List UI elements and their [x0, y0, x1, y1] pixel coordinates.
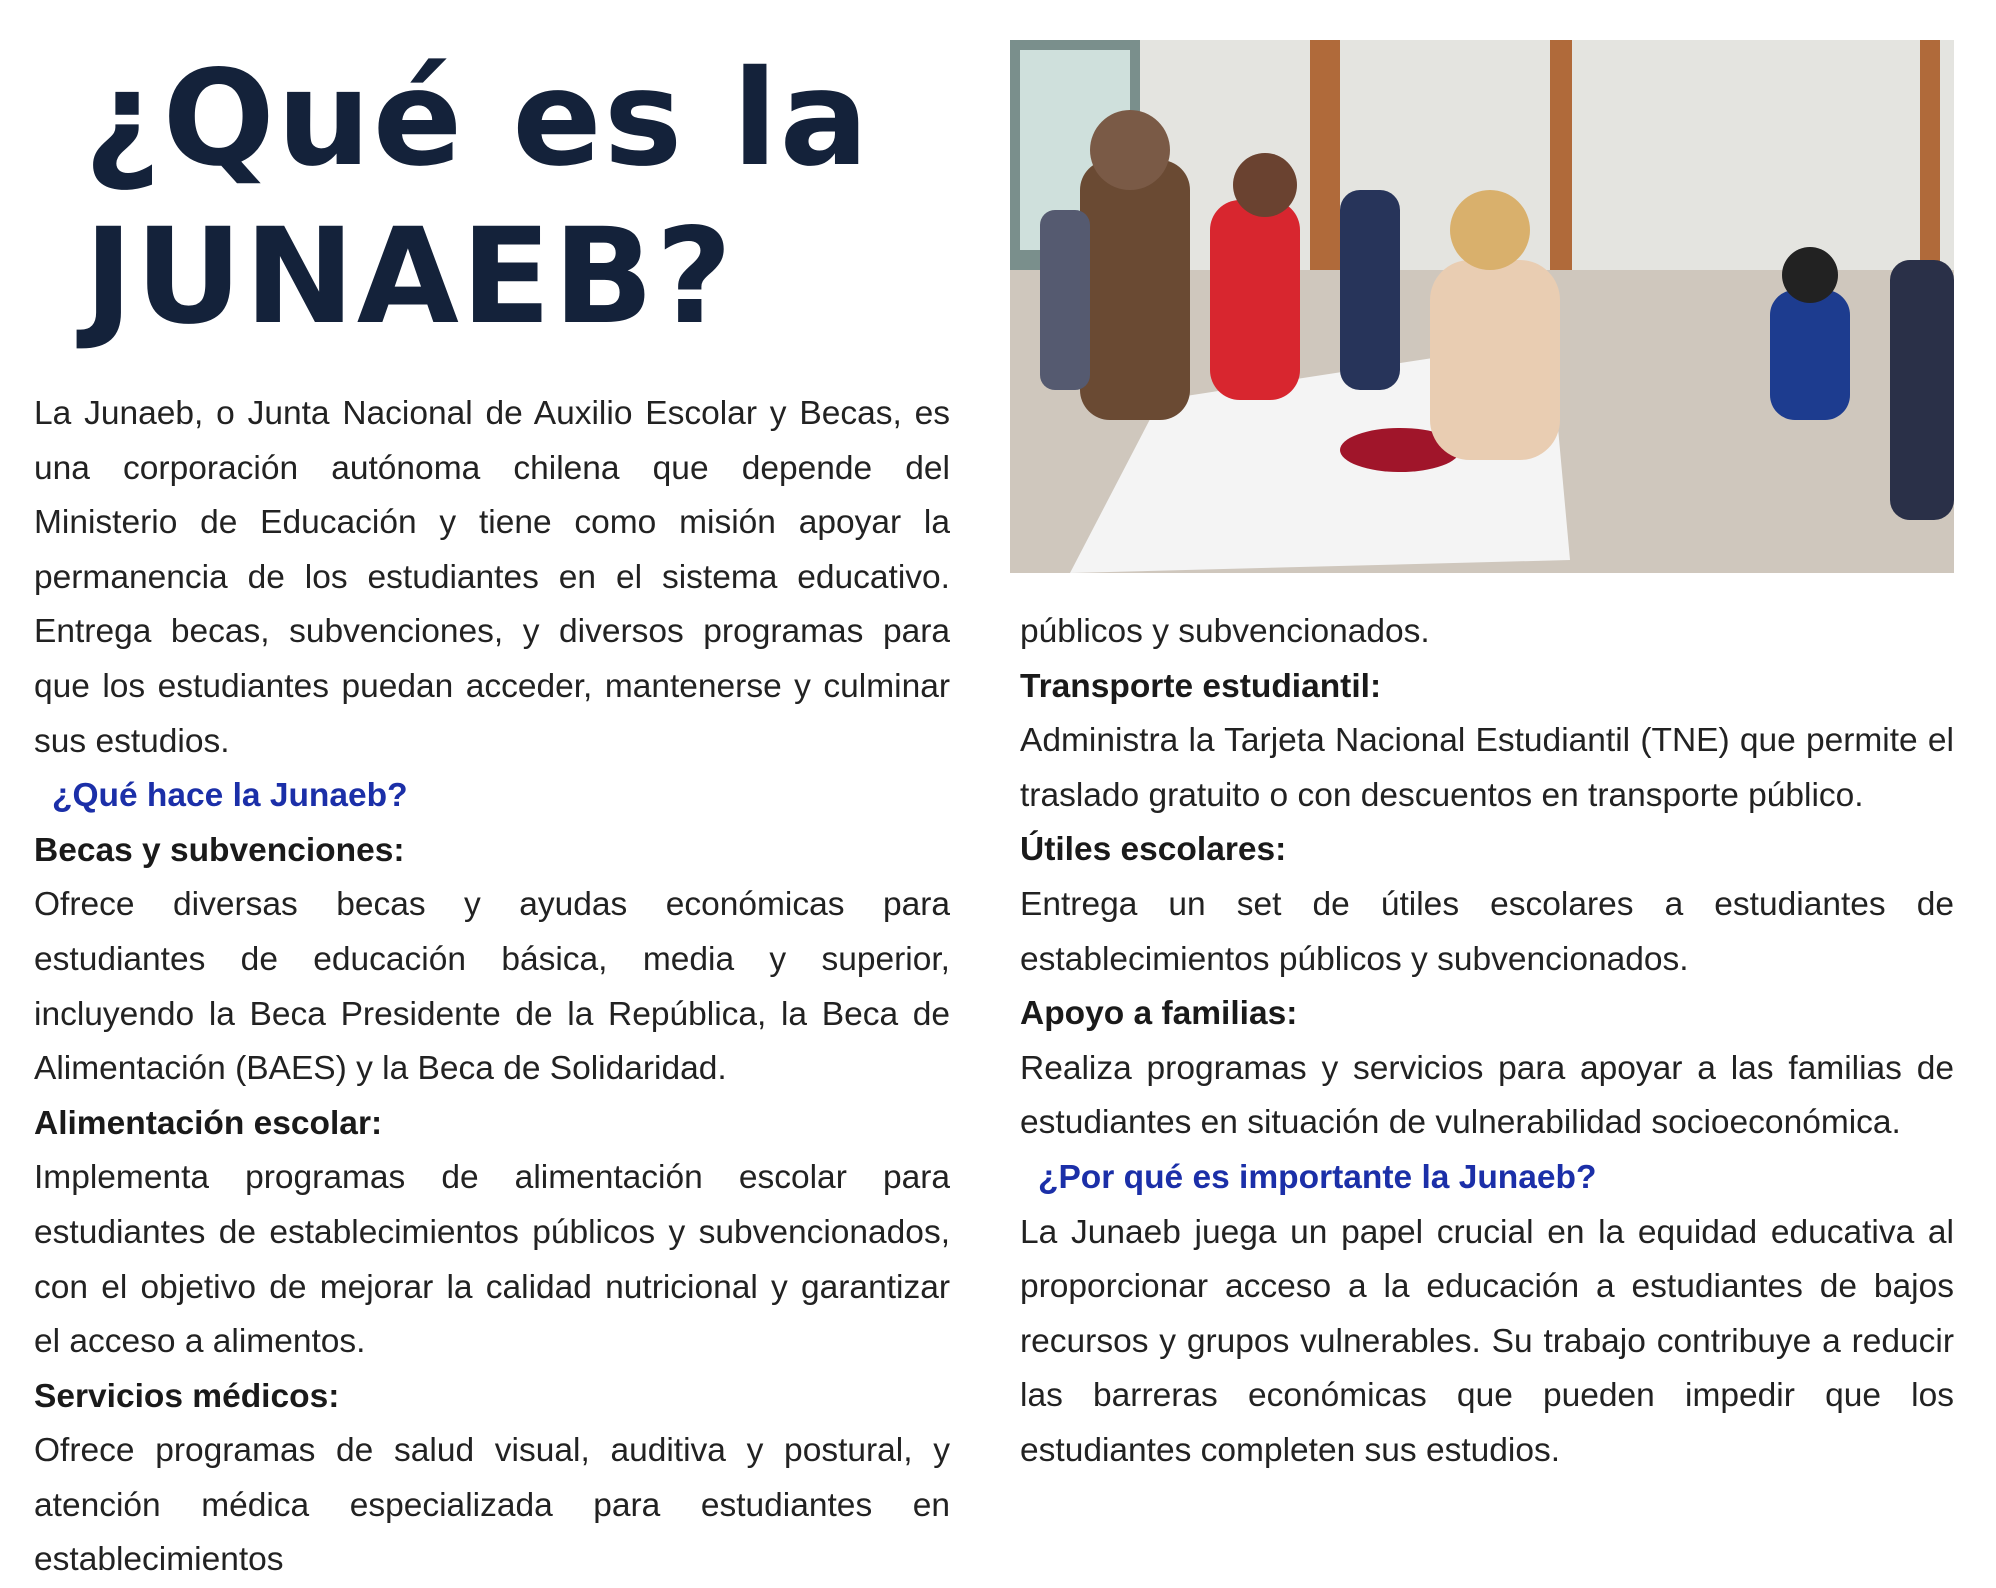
transporte-heading: Transporte estudiantil:	[1020, 667, 1382, 705]
page-title	[84, 40, 964, 356]
photo-icon	[1010, 40, 1954, 573]
importante-text: La Junaeb juega un papel crucial en la equidad educativa al proporcionar acceso a la educación a estudiantes de bajos recursos y grupos vulnerables. Su trabajo contribuye a reducir las barreras económicas que pueden impedir que los estudiantes completen sus estudios.	[1020, 1213, 1954, 1469]
article-photo	[1010, 40, 1954, 573]
right-column	[1020, 605, 1954, 1479]
becas-heading: Becas y subvenciones:	[34, 831, 405, 869]
question-why-important: ¿Por qué es importante la Junaeb?	[1038, 1158, 1597, 1196]
familias-heading: Apoyo a familias:	[1020, 995, 1298, 1033]
utiles-heading: Útiles escolares:	[1020, 831, 1287, 869]
medicos-heading: Servicios médicos:	[34, 1377, 340, 1415]
becas-text: Ofrece diversas becas y ayudas económicas para estudiantes de educación básica, media y superior, incluyendo la Beca Presidente de la República, la Beca de Alimentación (BAES) y la Beca de Solidaridad.	[34, 886, 950, 1088]
transporte-text: Administra la Tarjeta Nacional Estudiantil (TNE) que permite el traslado gratuito o con descuentos en transporte público.	[1020, 722, 1954, 814]
intro-paragraph: La Junaeb, o Junta Nacional de Auxilio Escolar y Becas, es una corporación autónoma chilena que depende del Ministerio de Educación y tiene como misión apoyar la permanencia de los estudiantes en el sistema educativo. Entrega becas, subvenciones, y diversos programas para que los estudiantes puedan acceder, mantenerse y culminar sus estudios.	[34, 395, 950, 760]
left-column	[34, 387, 950, 1588]
question-what-does: ¿Qué hace la Junaeb?	[52, 777, 408, 815]
medicos-text: Ofrece programas de salud visual, auditiva y postural, y atención médica especializada para estudiantes en establecimientos	[34, 1432, 950, 1579]
utiles-text: Entrega un set de útiles escolares a estudiantes de establecimientos públicos y subvencionados.	[1020, 885, 1954, 978]
title-line-2: JUNAEB?	[84, 200, 735, 354]
familias-text: Realiza programas y servicios para apoyar a las familias de estudiantes en situación de vulnerabilidad socioeconómica.	[1020, 1049, 1954, 1142]
title-line-1: ¿Qué es la	[84, 42, 871, 196]
alimentacion-text: Implementa programas de alimentación escolar para estudiantes de establecimientos públicos y subvencionados, con el objetivo de mejorar la calidad nutricional y garantizar el acceso a alimentos.	[34, 1159, 950, 1361]
medicos-text-continued: públicos y subvencionados.	[1020, 613, 1430, 650]
alimentacion-heading: Alimentación escolar:	[34, 1104, 383, 1142]
